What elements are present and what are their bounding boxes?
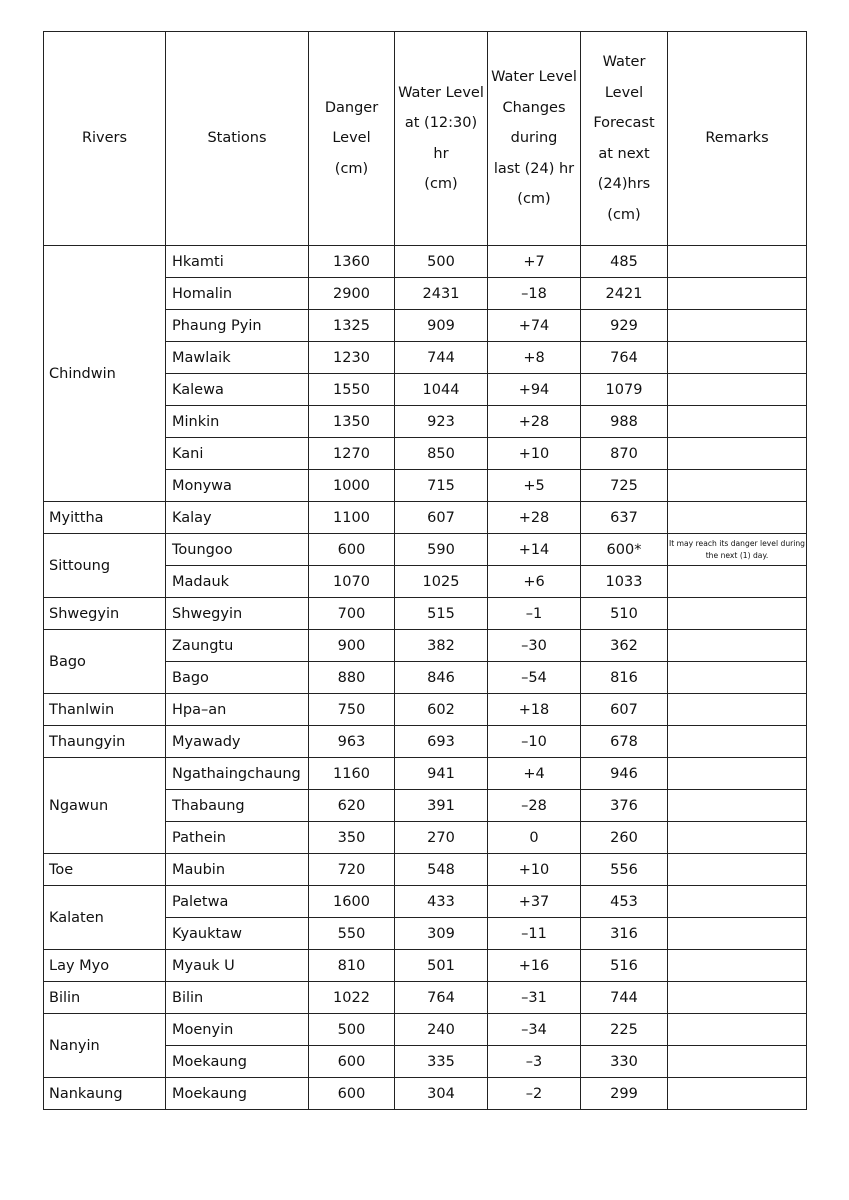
remark: [668, 886, 807, 918]
river-name: Ngawun: [44, 758, 166, 854]
header-line: Water: [602, 54, 646, 70]
level-change: +18: [488, 694, 581, 726]
remark: [668, 1078, 807, 1110]
station-name: Moekaung: [166, 1046, 309, 1078]
forecast-level: 260: [581, 822, 668, 854]
station-name: Bilin: [166, 982, 309, 1014]
remark: [668, 246, 807, 278]
header-line: (cm): [607, 206, 641, 223]
level-change: –11: [488, 918, 581, 950]
water-level: 923: [395, 406, 488, 438]
station-name: Toungoo: [166, 534, 309, 566]
forecast-level: 678: [581, 726, 668, 758]
water-level: 309: [395, 918, 488, 950]
header-line: at (12:30) hr: [404, 115, 478, 162]
forecast-level: 1079: [581, 374, 668, 406]
river-name: Thaungyin: [44, 726, 166, 758]
station-name: Paletwa: [166, 886, 309, 918]
forecast-level: 299: [581, 1078, 668, 1110]
header-line: (24)hrs: [597, 176, 651, 192]
remark: [668, 790, 807, 822]
level-change: +14: [488, 534, 581, 566]
water-level: 515: [395, 598, 488, 630]
remark: [668, 662, 807, 694]
station-name: Kalay: [166, 502, 309, 534]
remark: [668, 566, 807, 598]
header-line: Level: [604, 84, 644, 101]
station-name: Shwegyin: [166, 598, 309, 630]
level-change: –34: [488, 1014, 581, 1046]
remark: It may reach its danger level during the next (1) day.: [668, 534, 807, 566]
level-change: +10: [488, 854, 581, 886]
level-change: –2: [488, 1078, 581, 1110]
remark: [668, 726, 807, 758]
forecast-level: 485: [581, 246, 668, 278]
table-row: [44, 502, 807, 534]
remark: [668, 758, 807, 790]
table-row: [44, 246, 807, 278]
danger-level: 750: [309, 694, 395, 726]
remark: [668, 1046, 807, 1078]
river-name: Toe: [44, 854, 166, 886]
remark: [668, 470, 807, 502]
table-row: [44, 1078, 807, 1110]
water-level: 590: [395, 534, 488, 566]
forecast-level: 725: [581, 470, 668, 502]
remark: [668, 502, 807, 534]
table-row: [44, 758, 807, 790]
danger-level: 1270: [309, 438, 395, 470]
danger-level: 810: [309, 950, 395, 982]
danger-level: 620: [309, 790, 395, 822]
level-change: –30: [488, 630, 581, 662]
forecast-level: 744: [581, 982, 668, 1014]
station-name: Kalewa: [166, 374, 309, 406]
water-level: 433: [395, 886, 488, 918]
header-line: (cm): [334, 160, 369, 177]
danger-level: 500: [309, 1014, 395, 1046]
danger-level: 700: [309, 598, 395, 630]
forecast-level: 453: [581, 886, 668, 918]
table-row: [44, 694, 807, 726]
level-change: +28: [488, 406, 581, 438]
water-level: 2431: [395, 278, 488, 310]
table-header: [44, 32, 807, 246]
header-line: last (24) hr: [493, 160, 575, 177]
remark: [668, 278, 807, 310]
remark: [668, 1014, 807, 1046]
river-name: Chindwin: [44, 246, 166, 502]
level-change: +4: [488, 758, 581, 790]
river-name: Bilin: [44, 982, 166, 1014]
level-change: 0: [488, 822, 581, 854]
level-change: +37: [488, 886, 581, 918]
table-row: [44, 534, 807, 566]
forecast-level: 362: [581, 630, 668, 662]
level-change: –10: [488, 726, 581, 758]
forecast-level: 510: [581, 598, 668, 630]
station-name: Homalin: [166, 278, 309, 310]
water-level: 270: [395, 822, 488, 854]
remark: [668, 854, 807, 886]
header-forecast: [581, 32, 668, 246]
station-name: Ngathaingchaung: [166, 758, 309, 790]
danger-level: 1550: [309, 374, 395, 406]
river-name: Nankaung: [44, 1078, 166, 1110]
header-line: (cm): [424, 176, 458, 192]
forecast-level: 376: [581, 790, 668, 822]
header-remarks: Remarks: [668, 32, 807, 246]
danger-level: 720: [309, 854, 395, 886]
station-name: Mawlaik: [166, 342, 309, 374]
station-name: Phaung Pyin: [166, 310, 309, 342]
danger-level: 1230: [309, 342, 395, 374]
forecast-level: 2421: [581, 278, 668, 310]
water-level: 909: [395, 310, 488, 342]
water-level: 335: [395, 1046, 488, 1078]
table-row: [44, 726, 807, 758]
forecast-level: 816: [581, 662, 668, 694]
water-level: 304: [395, 1078, 488, 1110]
danger-level: 1360: [309, 246, 395, 278]
water-level: 693: [395, 726, 488, 758]
forecast-level: 600*: [581, 534, 668, 566]
table-row: [44, 598, 807, 630]
water-level: 382: [395, 630, 488, 662]
forecast-level: 764: [581, 342, 668, 374]
level-change: +7: [488, 246, 581, 278]
water-level: 764: [395, 982, 488, 1014]
forecast-level: 225: [581, 1014, 668, 1046]
forecast-level: 516: [581, 950, 668, 982]
danger-level: 1160: [309, 758, 395, 790]
header-line: at next: [598, 145, 650, 162]
river-name: Sittoung: [44, 534, 166, 598]
header-stations: Stations: [166, 32, 309, 246]
level-change: –1: [488, 598, 581, 630]
danger-level: 1100: [309, 502, 395, 534]
forecast-level: 637: [581, 502, 668, 534]
level-change: +94: [488, 374, 581, 406]
station-name: Maubin: [166, 854, 309, 886]
station-name: Bago: [166, 662, 309, 694]
water-level: 391: [395, 790, 488, 822]
level-change: +6: [488, 566, 581, 598]
table-row: [44, 982, 807, 1014]
forecast-level: 988: [581, 406, 668, 438]
table-row: [44, 854, 807, 886]
danger-level: 1350: [309, 406, 395, 438]
water-level: 1025: [395, 566, 488, 598]
danger-level: 1600: [309, 886, 395, 918]
water-level: 846: [395, 662, 488, 694]
remark: [668, 694, 807, 726]
danger-level: 350: [309, 822, 395, 854]
danger-level: 600: [309, 1046, 395, 1078]
danger-level: 550: [309, 918, 395, 950]
header-line: during: [510, 130, 558, 147]
level-change: –54: [488, 662, 581, 694]
header-line: Forecast: [593, 115, 655, 131]
water-level: 240: [395, 1014, 488, 1046]
level-change: –3: [488, 1046, 581, 1078]
water-level: 744: [395, 342, 488, 374]
header-level-changes: [488, 32, 581, 246]
header-line: Danger: [324, 99, 379, 116]
danger-level: 600: [309, 1078, 395, 1110]
danger-level: 880: [309, 662, 395, 694]
level-change: +74: [488, 310, 581, 342]
station-name: Pathein: [166, 822, 309, 854]
river-name: Myittha: [44, 502, 166, 534]
forecast-level: 870: [581, 438, 668, 470]
station-name: Hkamti: [166, 246, 309, 278]
header-line: Changes: [502, 99, 566, 116]
level-change: –31: [488, 982, 581, 1014]
forecast-level: 607: [581, 694, 668, 726]
river-name: Nanyin: [44, 1014, 166, 1078]
water-level: 1044: [395, 374, 488, 406]
remark: [668, 950, 807, 982]
station-name: Hpa–an: [166, 694, 309, 726]
water-level: 941: [395, 758, 488, 790]
header-line: Level: [332, 130, 371, 147]
remark: [668, 918, 807, 950]
water-level: 715: [395, 470, 488, 502]
table-row: [44, 630, 807, 662]
station-name: Myauk U: [166, 950, 309, 982]
station-name: Kani: [166, 438, 309, 470]
river-name: Lay Myo: [44, 950, 166, 982]
river-name: Bago: [44, 630, 166, 694]
water-level-table: [43, 31, 807, 1110]
level-change: +16: [488, 950, 581, 982]
table-row: [44, 1014, 807, 1046]
forecast-level: 316: [581, 918, 668, 950]
danger-level: 2900: [309, 278, 395, 310]
level-change: +8: [488, 342, 581, 374]
water-level: 501: [395, 950, 488, 982]
river-name: Shwegyin: [44, 598, 166, 630]
level-change: –28: [488, 790, 581, 822]
header-water-level: [395, 32, 488, 246]
station-name: Minkin: [166, 406, 309, 438]
level-change: +10: [488, 438, 581, 470]
water-level: 500: [395, 246, 488, 278]
remark: [668, 982, 807, 1014]
danger-level: 1000: [309, 470, 395, 502]
header-row: [44, 32, 807, 246]
remark: [668, 310, 807, 342]
header-line: (cm): [517, 191, 551, 208]
water-level: 607: [395, 502, 488, 534]
station-name: Kyauktaw: [166, 918, 309, 950]
table-row: [44, 950, 807, 982]
danger-level: 1070: [309, 566, 395, 598]
danger-level: 1022: [309, 982, 395, 1014]
forecast-level: 929: [581, 310, 668, 342]
danger-level: 600: [309, 534, 395, 566]
remark: [668, 630, 807, 662]
remark: [668, 406, 807, 438]
level-change: +28: [488, 502, 581, 534]
forecast-level: 1033: [581, 566, 668, 598]
header-line: Water Level: [491, 69, 577, 86]
remark: [668, 374, 807, 406]
level-change: –18: [488, 278, 581, 310]
river-name: Thanlwin: [44, 694, 166, 726]
water-level: 602: [395, 694, 488, 726]
station-name: Monywa: [166, 470, 309, 502]
station-name: Myawady: [166, 726, 309, 758]
remark: [668, 598, 807, 630]
level-change: +5: [488, 470, 581, 502]
table-row: [44, 886, 807, 918]
station-name: Thabaung: [166, 790, 309, 822]
danger-level: 900: [309, 630, 395, 662]
header-danger-level: [309, 32, 395, 246]
remark: [668, 822, 807, 854]
water-level: 850: [395, 438, 488, 470]
station-name: Moekaung: [166, 1078, 309, 1110]
station-name: Moenyin: [166, 1014, 309, 1046]
station-name: Zaungtu: [166, 630, 309, 662]
danger-level: 963: [309, 726, 395, 758]
table-body: [44, 246, 807, 1110]
forecast-level: 946: [581, 758, 668, 790]
header-line: Water Level: [398, 84, 484, 101]
remark: [668, 438, 807, 470]
river-name: Kalaten: [44, 886, 166, 950]
water-level: 548: [395, 854, 488, 886]
forecast-level: 330: [581, 1046, 668, 1078]
danger-level: 1325: [309, 310, 395, 342]
station-name: Madauk: [166, 566, 309, 598]
forecast-level: 556: [581, 854, 668, 886]
remark: [668, 342, 807, 374]
header-rivers: Rivers: [44, 32, 166, 246]
